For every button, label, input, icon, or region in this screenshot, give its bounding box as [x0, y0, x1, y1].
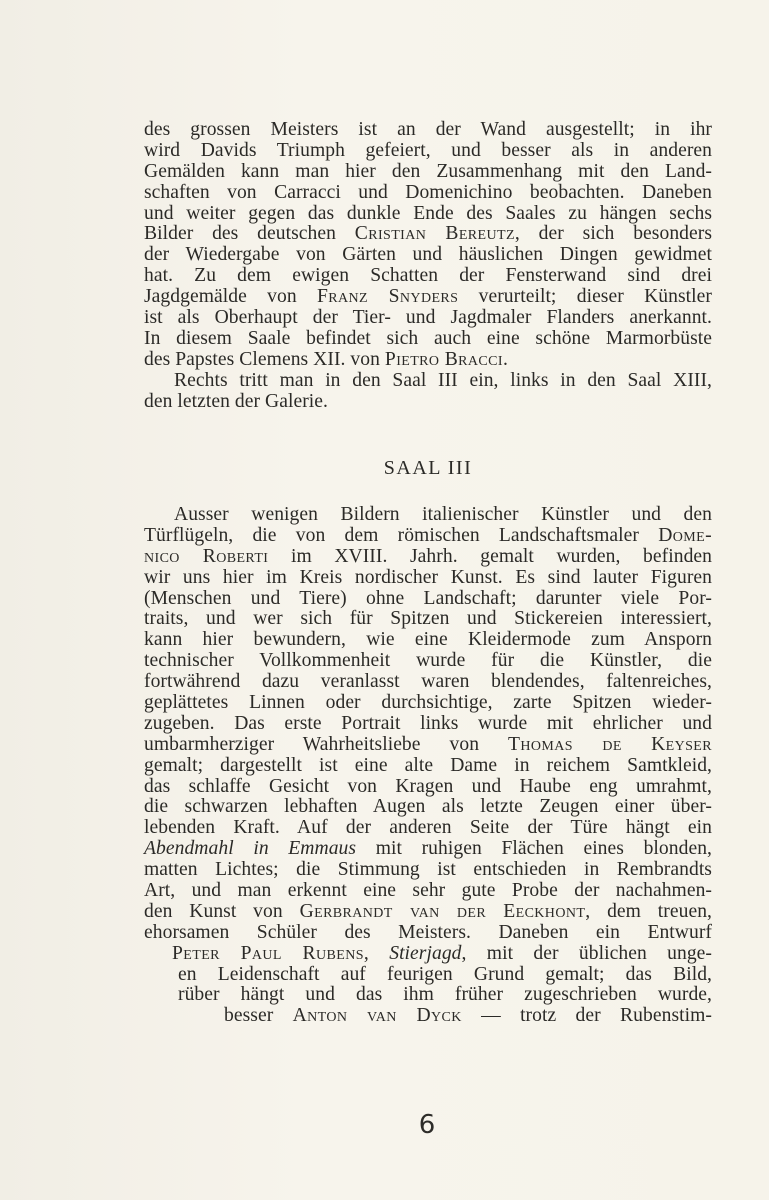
- text-line: des grossen Meisters ist an der Wand ausgestellt; in ihr: [144, 119, 712, 140]
- artist-name: nico Roberti: [144, 545, 269, 567]
- text-line: lebenden Kraft. Auf der anderen Seite der Türe hängt ein: [144, 817, 712, 839]
- text-line: kann hier bewundern, wie eine Kleidermode zum Ansporn: [144, 629, 712, 651]
- text-line: ehorsamen Schüler des Meisters. Daneben ein Entwurf: [144, 921, 712, 943]
- text-line: rüber hängt und das ihm früher zugeschrieben wurde,: [178, 984, 712, 1006]
- text-line: matten Lichtes; die Stimmung ist entschieden in Rembrandts: [144, 859, 712, 881]
- text-line: geplättetes Linnen oder durchsichtige, zarte Spitzen wieder-: [144, 692, 712, 714]
- paragraph-continued: [144, 120, 712, 412]
- text-line: das schlaffe Gesicht von Kragen und Haube eng umrahmt,: [144, 775, 712, 797]
- text-line: Türflügeln, die von dem römischen Landschaftsmaler Dome-: [144, 524, 712, 546]
- text-line: umbarmherziger Wahrheitsliebe von Thomas de Keyser: [144, 733, 712, 755]
- text-line: zugeben. Das erste Portrait links wurde mit ehrlicher und: [144, 712, 712, 734]
- page-number: 6: [418, 1110, 436, 1140]
- artist-name: Peter Paul Rubens: [172, 942, 364, 964]
- text-line: hat. Zu dem ewigen Schatten der Fensterwand sind drei: [144, 265, 712, 287]
- section-heading: SAAL III: [383, 457, 473, 479]
- text-line: traits, und wer sich für Spitzen und Stickereien interessiert,: [144, 608, 712, 630]
- text-line: (Menschen und Tiere) ohne Landschaft; darunter viele Por-: [144, 587, 712, 609]
- text-line: Jagdgemälde von Franz Snyders verurteilt; dieser Künstler: [144, 286, 712, 308]
- text-line: schaften von Carracci und Domenichino beobachten. Daneben: [144, 181, 712, 203]
- text-line: wird Davids Triumph gefeiert, und besser als in anderen: [144, 139, 712, 161]
- artist-name: Gerbrandt van der Eeckhont: [299, 900, 586, 922]
- text-line: Ausser wenigen Bildern italienischer Künstler und den: [174, 504, 712, 525]
- text-line: den Kunst von Gerbrandt van der Eeckhont, dem treuen,: [144, 900, 713, 922]
- artist-name: Thomas de Keyser: [508, 733, 712, 755]
- artist-name: Franz Snyders: [316, 286, 459, 308]
- text-line: Abendmahl in Emmaus mit ruhigen Flächen eines blonden,: [144, 838, 713, 860]
- artist-name: Pietro Bracci: [384, 348, 503, 370]
- text-line: Gemälden kann man hier den Zusammenhang mit den Land-: [144, 160, 712, 182]
- text-line: Rechts tritt man in den Saal III ein, links in den Saal XIII,: [174, 369, 712, 391]
- text-line: wir uns hier im Kreis nordischer Kunst. Es sind lauter Figuren: [144, 566, 712, 588]
- text-line: Bilder des deutschen Cristian Bereutz, der sich besonders: [144, 223, 713, 245]
- text-line: der Wiedergabe von Gärten und häuslichen Dingen gewidmet: [144, 244, 712, 266]
- text-line: besser Anton van Dyck — trotz der Rubenstim-: [224, 1005, 712, 1027]
- text-line: In diesem Saale befindet sich auch eine schöne Marmorbüste: [144, 327, 712, 349]
- text-line: technischer Vollkommenheit wurde für die Künstler, die: [144, 650, 712, 672]
- text-line: en Leidenschaft auf feurigen Grund gemalt; das Bild,: [178, 963, 712, 985]
- text-line: gemalt; dargestellt ist eine alte Dame in reichem Samtkleid,: [144, 754, 712, 776]
- artwork-title: Stierjagd: [389, 942, 462, 964]
- text-line: Peter Paul Rubens, Stierjagd, mit der üblichen unge-: [172, 942, 713, 964]
- text-line: die schwarzen lebhaften Augen als letzte Zeugen einer über-: [144, 796, 712, 818]
- text-line: fortwährend dazu veranlasst waren blendendes, faltenreiches,: [144, 671, 712, 693]
- artist-name: Anton van Dyck: [292, 1005, 462, 1027]
- artist-name: Cristian Bereutz: [354, 223, 515, 245]
- text-line: Art, und man erkennt eine sehr gute Probe der nachahmen-: [144, 880, 712, 902]
- artist-name: Dome-: [658, 524, 712, 546]
- text-line: und weiter gegen das dunkle Ende des Saales zu hängen sechs: [144, 202, 712, 224]
- artwork-title: Abendmahl in Emmaus: [144, 838, 357, 860]
- paragraph: [144, 505, 712, 1027]
- text-line: den letzten der Galerie.: [144, 390, 328, 412]
- text-line: des Papstes Clemens XII. von Pietro Bracci.: [144, 348, 508, 370]
- text-line: ist als Oberhaupt der Tier- und Jagdmaler Flanders anerkannt.: [144, 307, 712, 329]
- text-line: nico Roberti im XVIII. Jahrh. gemalt wurden, befinden: [144, 545, 713, 567]
